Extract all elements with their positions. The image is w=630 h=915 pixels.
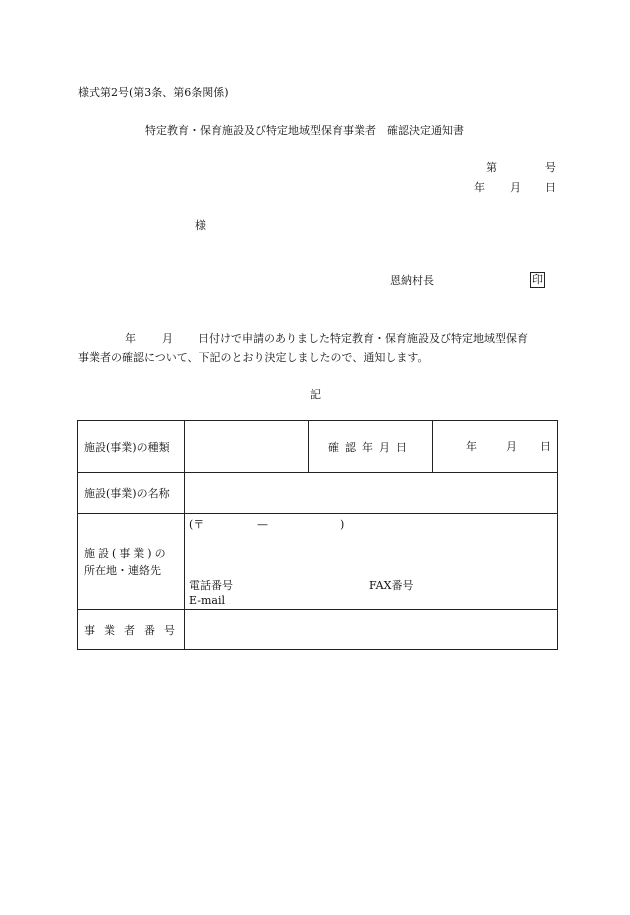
type-label: 施設(事業)の種類: [78, 421, 185, 473]
address-label-line2: 所在地・連絡先: [84, 563, 161, 577]
confirmation-table: [77, 420, 558, 650]
type-value: [185, 421, 309, 473]
seal-mark: 印: [532, 273, 543, 286]
name-value: [185, 473, 558, 514]
ki-heading: 記: [310, 388, 321, 401]
phone-label: 電話番号: [189, 579, 233, 592]
confirm-date-label: 確認年月日: [309, 421, 433, 473]
confirm-year: 年: [466, 439, 477, 453]
confirm-month: 月: [506, 439, 517, 453]
table-row-address: [78, 514, 558, 610]
table-row-operator: [78, 610, 558, 650]
doc-date-day: 日: [545, 181, 556, 194]
confirm-date-value: [433, 421, 558, 473]
postal-dash: —: [257, 518, 268, 531]
issuer-name: 恩納村長: [390, 274, 434, 287]
notice-body: [78, 329, 558, 367]
doc-date-month: 月: [510, 181, 521, 194]
fax-label: FAX番号: [369, 579, 414, 592]
operator-no-value: [185, 610, 558, 650]
postal-close: ): [340, 518, 345, 531]
confirm-day: 日: [540, 439, 551, 453]
body-text-2: 事業者の確認について、下記のとおり決定しましたので、通知します。: [78, 351, 429, 364]
doc-number-prefix: 第: [486, 161, 497, 174]
address-label-line1: 施設(事業)の: [84, 546, 169, 560]
name-label: 施設(事業)の名称: [78, 473, 185, 514]
postal-open: (〒: [189, 518, 205, 531]
addressee-honorific: 様: [195, 219, 206, 232]
doc-date-year: 年: [474, 181, 485, 194]
address-value: [185, 514, 558, 610]
address-label: [78, 514, 185, 610]
body-text-1: 日付けで申請のありました特定教育・保育施設及び特定地域型保育: [198, 332, 528, 345]
operator-no-label: 事業者番号: [78, 610, 185, 650]
body-year: 年: [125, 332, 136, 345]
table-row-name: [78, 473, 558, 514]
body-month: 月: [162, 332, 173, 345]
doc-number-suffix: 号: [545, 161, 556, 174]
issuer-seal: [530, 272, 545, 288]
form-number: 様式第2号(第3条、第6条関係): [78, 86, 229, 99]
table-row-type: [78, 421, 558, 473]
document-title: 特定教育・保育施設及び特定地域型保育事業者 確認決定通知書: [145, 124, 464, 137]
notice-body-line1: [78, 329, 558, 348]
email-label: E-mail: [189, 594, 225, 607]
